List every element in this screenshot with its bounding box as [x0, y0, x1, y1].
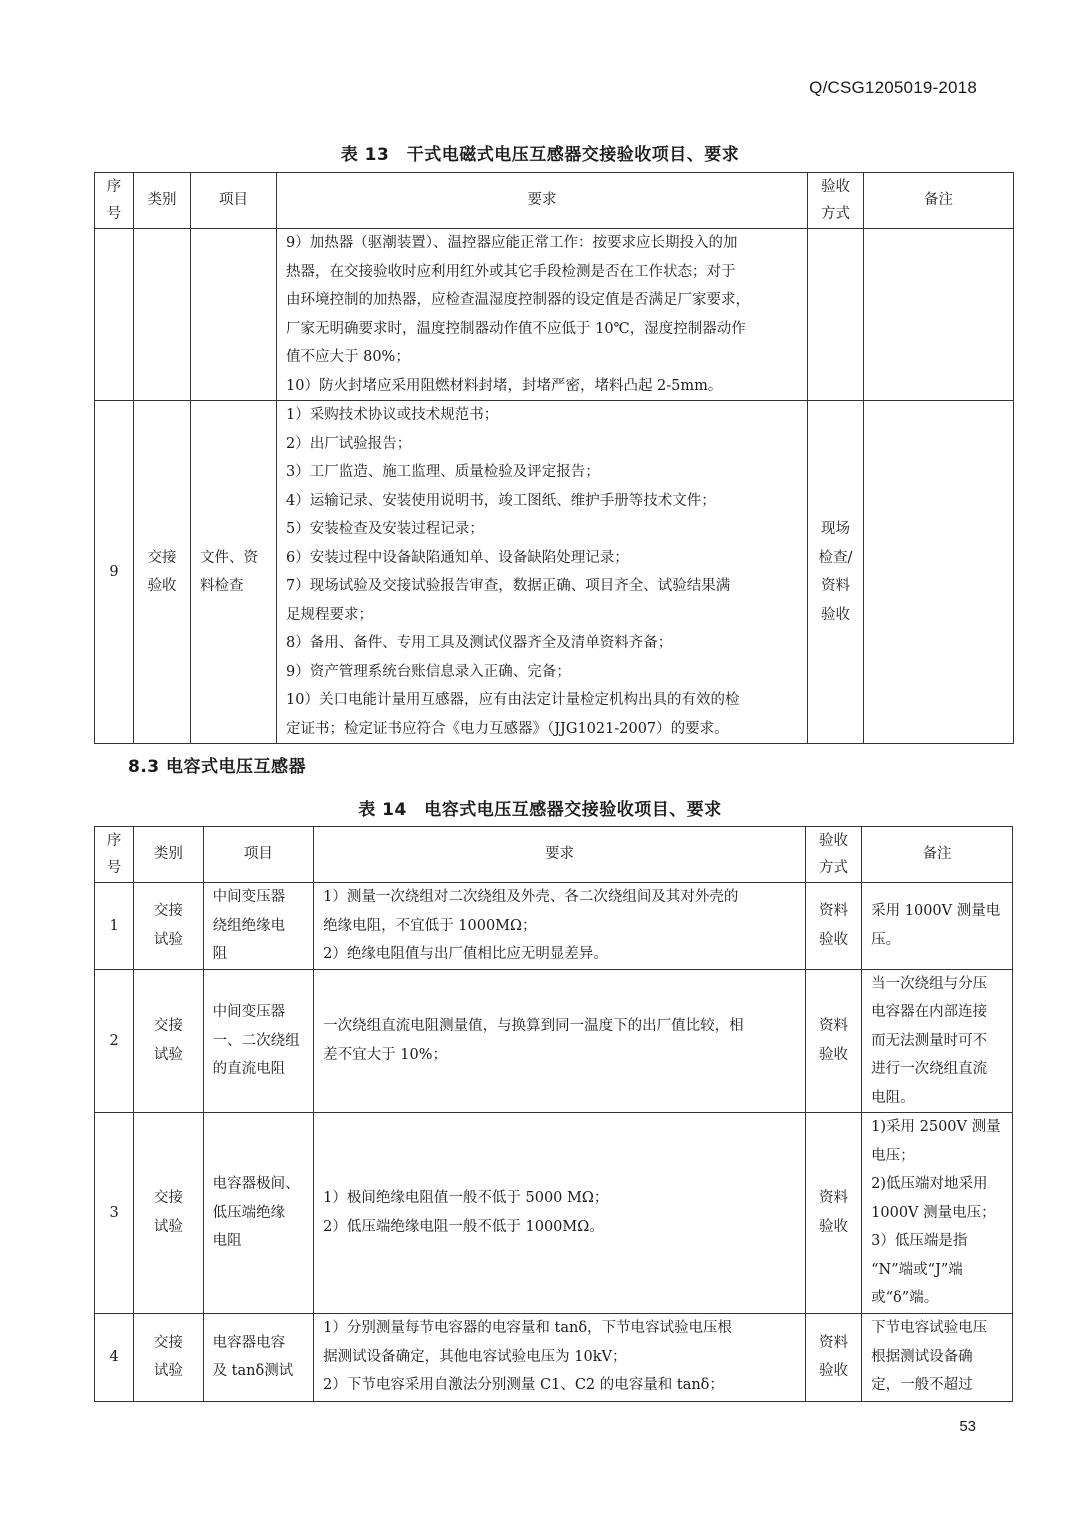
cell-item — [191, 229, 277, 401]
document-code: Q/CSG1205019-2018 — [809, 78, 977, 97]
header-method: 验收 方式 — [805, 827, 861, 883]
header-category: 类别 — [134, 827, 203, 883]
table-row — [95, 883, 1013, 970]
cell-item: 电容器极间、 低压端绝缘 电阻 — [203, 1113, 314, 1314]
cell-method: 现场 检查/ 资料 验收 — [808, 401, 864, 744]
header-seq: 序 号 — [95, 827, 134, 883]
cell-remarks: 采用 1000V 测量电 压。 — [862, 883, 1013, 970]
header-item: 项目 — [191, 173, 277, 229]
cell-seq: 1 — [95, 883, 134, 970]
cell-remarks — [864, 401, 1014, 744]
cell-method: 资料 验收 — [805, 883, 861, 970]
header-remarks: 备注 — [864, 173, 1014, 229]
cell-seq: 9 — [95, 401, 134, 744]
cell-category: 交接 试验 — [134, 1313, 203, 1401]
cell-requirement: 1）采购技术协议或技术规范书； 2）出厂试验报告； 3）工厂监造、施工监理、质量检验及评定报告； 4）运输记录、安装使用说明书，竣工图纸、维护手册等技术文件； 5）安装检查及安装过程记录； 6）安装过程中设备缺陷通知单、设备缺陷处理记录； 7）现场试验及交接试验报告审查，数据正确、项目齐全、试验结果满 足规程要求； 8）备用、备件、专用工具及测试仪器齐全及清单资料齐备； 9）资产管理系统台账信息录入正确、完备； 10）关口电能计量用互感器，应有由法定计量检定机构出具的有效的检 定证书；检定证书应符合《电力互感器》（JJG1021-2007）的要求。 — [277, 401, 808, 744]
cell-category: 交接 试验 — [134, 969, 203, 1113]
table14 — [94, 826, 1013, 1402]
header-remarks: 备注 — [862, 827, 1013, 883]
cell-remarks — [864, 229, 1014, 401]
header-category: 类别 — [134, 173, 191, 229]
cell-remarks: 下节电容试验电压 根据测试设备确 定，一般不超过 — [862, 1313, 1013, 1401]
cell-seq — [95, 229, 134, 401]
cell-item: 中间变压器 一、二次绕组 的直流电阻 — [203, 969, 314, 1113]
cell-category — [134, 229, 191, 401]
cell-method: 资料 验收 — [805, 969, 861, 1113]
cell-method — [808, 229, 864, 401]
header-method: 验收 方式 — [808, 173, 864, 229]
cell-category: 交接 试验 — [134, 883, 203, 970]
cell-seq: 3 — [95, 1113, 134, 1314]
table14-caption: 表 14 电容式电压互感器交接验收项目、要求 — [358, 800, 722, 820]
cell-item: 电容器电容 及 tanδ测试 — [203, 1313, 314, 1401]
cell-requirement: 1）极间绝缘电阻值一般不低于 5000 MΩ； 2）低压端绝缘电阻一般不低于 1000MΩ。 — [314, 1113, 806, 1314]
section-title: 8.3 电容式电压互感器 — [128, 757, 307, 777]
table13-caption: 表 13 干式电磁式电压互感器交接验收项目、要求 — [340, 145, 740, 165]
header-seq: 序 号 — [95, 173, 134, 229]
cell-requirement: 1）分别测量每节电容器的电容量和 tanδ，下节电容试验电压根 据测试设备确定，其他电容试验电压为 10kV； 2）下节电容采用自激法分别测量 C1、C2 的电容量和 tanδ； — [314, 1313, 806, 1401]
table-row — [95, 1313, 1013, 1401]
table-row — [95, 229, 1014, 401]
table-row — [95, 969, 1013, 1113]
header-requirement: 要求 — [277, 173, 808, 229]
cell-remarks: 1)采用 2500V 测量 电压； 2)低压端对地采用 1000V 测量电压； 3）低压端是指 “N”端或“J”端 或“δ”端。 — [862, 1113, 1013, 1314]
cell-requirement: 1）测量一次绕组对二次绕组及外壳、各二次绕组间及其对外壳的 绝缘电阻，不宜低于 1000MΩ； 2）绝缘电阻值与出厂值相比应无明显差异。 — [314, 883, 806, 970]
cell-seq: 2 — [95, 969, 134, 1113]
cell-requirement: 9）加热器（驱潮装置）、温控器应能正常工作：按要求应长期投入的加 热器，在交接验收时应利用红外或其它手段检测是否在工作状态；对于 由环境控制的加热器，应检查温湿度控制器的设定值是否满足厂家要求， 厂家无明确要求时，温度控制器动作值不应低于 10℃，湿度控制器动作 值不应大于 80%； 10）防火封堵应采用阻燃材料封堵，封堵严密，堵料凸起 2-5mm。 — [277, 229, 808, 401]
cell-remarks: 当一次绕组与分压 电容器在内部连接 而无法测量时可不 进行一次绕组直流 电阻。 — [862, 969, 1013, 1113]
cell-category: 交接 验收 — [134, 401, 191, 744]
table-row — [95, 1113, 1013, 1314]
table13 — [94, 172, 1014, 744]
table14-header-row — [95, 827, 1013, 883]
cell-category: 交接 试验 — [134, 1113, 203, 1314]
cell-method: 资料 验收 — [805, 1313, 861, 1401]
page-number: 53 — [959, 1418, 976, 1435]
cell-method: 资料 验收 — [805, 1113, 861, 1314]
header-requirement: 要求 — [314, 827, 806, 883]
cell-item: 文件、资 料检查 — [191, 401, 277, 744]
cell-requirement: 一次绕组直流电阻测量值，与换算到同一温度下的出厂值比较，相 差不宜大于 10%； — [314, 969, 806, 1113]
cell-seq: 4 — [95, 1313, 134, 1401]
header-item: 项目 — [203, 827, 314, 883]
table13-header-row — [95, 173, 1014, 229]
cell-item: 中间变压器 绕组绝缘电 阻 — [203, 883, 314, 970]
table-row — [95, 401, 1014, 744]
